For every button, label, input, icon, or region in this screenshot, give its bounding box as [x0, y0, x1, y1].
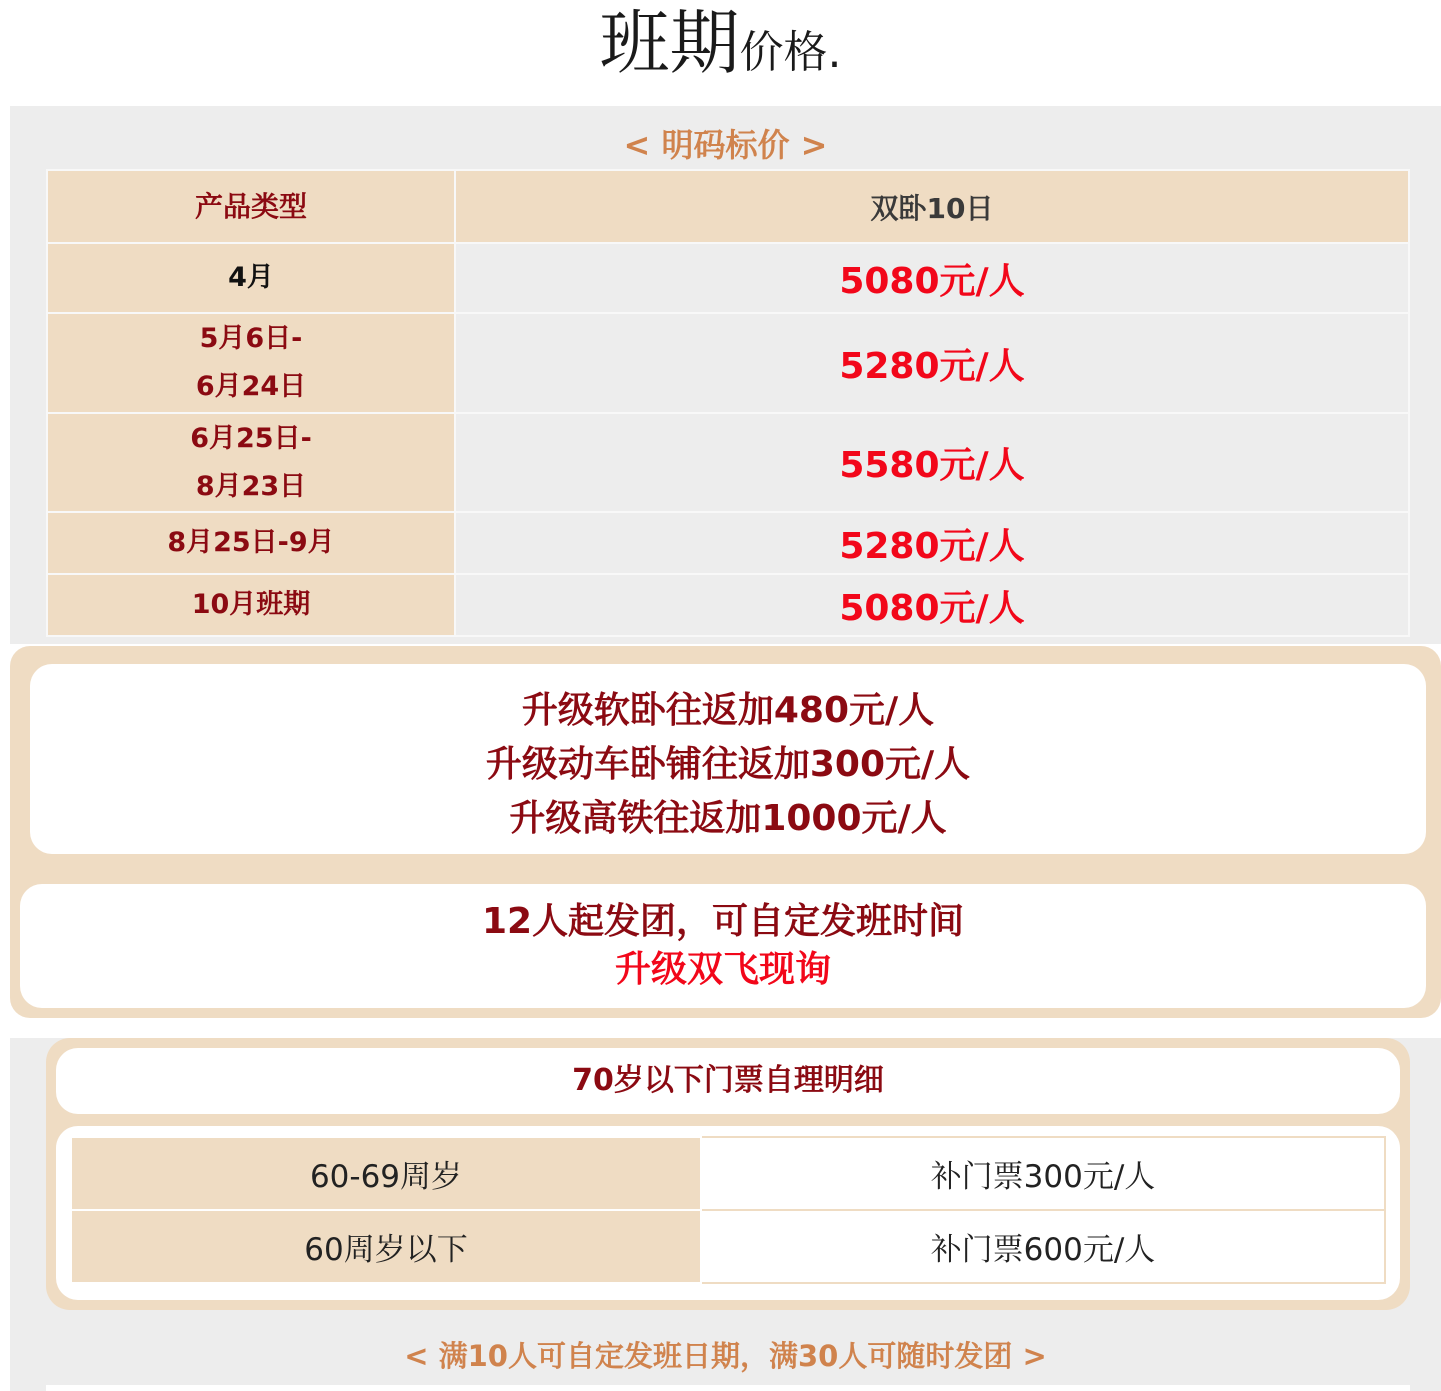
age-group: 60周岁以下 [71, 1210, 701, 1283]
table-row [47, 574, 1409, 636]
row-price: 5580元/人 [455, 413, 1409, 512]
upgrade-line: 升级软卧往返加480元/人 [521, 690, 935, 731]
ticket-section-title: 70岁以下门票自理明细 [56, 1048, 1400, 1114]
upgrade-line: 升级动车卧铺往返加300元/人 [485, 744, 971, 785]
title-area [0, 0, 1441, 106]
row-date: 4月 [47, 243, 455, 313]
row-price: 5080元/人 [455, 574, 1409, 636]
table-row [47, 313, 1409, 413]
price-table-header [47, 170, 1409, 243]
header-product-name: 双卧10日 [455, 170, 1409, 243]
title-main: 班期 [599, 2, 740, 84]
page-title [599, 2, 842, 84]
row-date: 10月班期 [47, 574, 455, 636]
upgrade-line: 升级高铁往返加1000元/人 [509, 798, 947, 839]
ticket-table [70, 1136, 1386, 1284]
row-date-line2: 6月24日 [195, 371, 307, 402]
table-row [71, 1137, 1385, 1210]
price-table [46, 169, 1410, 637]
upgrade-card [30, 664, 1426, 854]
upgrade-section [10, 646, 1441, 1018]
table-row [47, 413, 1409, 512]
ticket-frame [46, 1038, 1410, 1310]
ticket-fee: 补门票600元/人 [701, 1210, 1385, 1283]
ticket-section [10, 1038, 1441, 1391]
row-date-line2: 8月23日 [195, 470, 307, 502]
ticket-table-wrap [56, 1126, 1400, 1300]
price-section-heading: < 明码标价 > [623, 126, 828, 164]
row-date-line1: 6月25日- [190, 422, 312, 454]
age-group: 60-69周岁 [71, 1137, 701, 1210]
next-section-edge [46, 1385, 1410, 1391]
footer-heading: < 满10人可自定发班日期，满30人可随时发团 > [404, 1339, 1047, 1373]
flight-upgrade-note: 升级双飞现询 [614, 949, 831, 990]
group-note-card [20, 884, 1426, 1008]
row-date: 8月25日-9月 [47, 512, 455, 574]
table-row [71, 1210, 1385, 1283]
header-product-type: 产品类型 [47, 170, 455, 243]
row-date [47, 313, 455, 413]
table-row [47, 512, 1409, 574]
ticket-fee: 补门票300元/人 [701, 1137, 1385, 1210]
row-date-line1: 5月6日- [199, 323, 303, 354]
table-row [47, 243, 1409, 313]
price-section [10, 106, 1441, 644]
row-price: 5280元/人 [455, 512, 1409, 574]
title-suffix: 价格. [739, 27, 842, 78]
row-price: 5080元/人 [455, 243, 1409, 313]
row-price: 5280元/人 [455, 313, 1409, 413]
row-date [47, 413, 455, 512]
group-note-line: 12人起发团，可自定发班时间 [481, 901, 965, 942]
